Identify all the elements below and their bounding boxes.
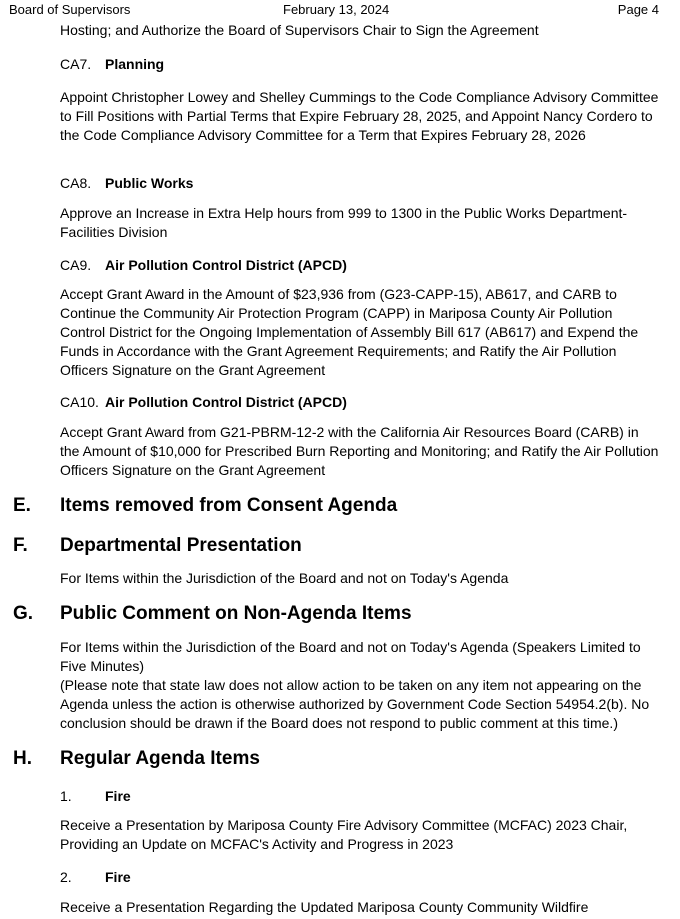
section-title: Items removed from Consent Agenda <box>60 495 398 516</box>
consent-item-heading <box>60 174 194 193</box>
section-letter: F. <box>13 535 28 556</box>
section-letter: E. <box>13 495 31 516</box>
consent-item-heading <box>60 256 347 275</box>
consent-item-body: Accept Grant Award in the Amount of $23,936 from (G23-CAPP-15), AB617, and CARB to Continue the Community Air Protection Program (CAPP) in Mariposa County Air Pollution Control District for the Ongoing Implementation of Assembly Bill 617 (AB617) and Expend the Funds in Accordance with the Grant Agreement Requirements; and Ratify the Air Pollution Officers Signature on the Grant Agreement <box>60 286 639 378</box>
regular-item-body: Receive a Presentation Regarding the Updated Mariposa County Community Wildfire <box>60 899 589 915</box>
item-title: Public Works <box>105 175 194 191</box>
item-number: CA7. <box>60 56 92 72</box>
continuation-text: Hosting; and Authorize the Board of Supervisors Chair to Sign the Agreement <box>60 22 539 38</box>
regular-item-heading <box>60 868 131 887</box>
consent-item-heading <box>60 55 165 74</box>
item-title: Fire <box>105 869 131 885</box>
section-title: Regular Agenda Items <box>60 748 260 769</box>
header-date: February 13, 2024 <box>283 2 390 17</box>
header-board-name: Board of Supervisors <box>9 2 131 17</box>
item-title: Planning <box>105 56 165 72</box>
regular-item-heading <box>60 787 131 806</box>
consent-item-heading <box>60 393 347 412</box>
page-header <box>0 0 680 18</box>
header-page-number: Page 4 <box>617 2 659 17</box>
consent-item-body: Approve an Increase in Extra Help hours from 999 to 1300 in the Public Works Department-Facilities Division <box>60 205 628 240</box>
item-title: Air Pollution Control District (APCD) <box>105 394 347 410</box>
section-body: For Items within the Jurisdiction of the Board and not on Today's Agenda <box>60 570 509 586</box>
section-title: Departmental Presentation <box>60 535 302 556</box>
item-number: 2. <box>60 869 72 885</box>
regular-item-body: Receive a Presentation by Mariposa County Fire Advisory Committee (MCFAC) 2023 Chair, Providing an Update on MCFAC's Activity and Progress in 2023 <box>60 817 628 852</box>
item-number: CA9. <box>60 257 92 273</box>
item-title: Fire <box>105 788 131 804</box>
consent-item-body: Appoint Christopher Lowey and Shelley Cummings to the Code Compliance Advisory Committee to Fill Positions with Partial Terms that Expire February 28, 2025, and Appoint Nancy Cordero to the Code Compliance Advisory Committee for a Term that Expires February 28, 2026 <box>60 89 659 143</box>
item-number: CA8. <box>60 175 92 191</box>
consent-item-body: Accept Grant Award from G21-PBRM-12-2 with the California Air Resources Board (CARB) in the Amount of $10,000 for Prescribed Burn Reporting and Monitoring; and Ratify the Air Pollution Officers Signature on the Grant Agreement <box>60 424 659 478</box>
section-body: For Items within the Jurisdiction of the Board and not on Today's Agenda (Speakers Limited to Five Minutes) <box>60 639 641 674</box>
section-title: Public Comment on Non-Agenda Items <box>60 603 412 624</box>
item-number: CA10. <box>60 394 99 410</box>
item-number: 1. <box>60 788 72 804</box>
item-title: Air Pollution Control District (APCD) <box>105 257 347 273</box>
section-letter: G. <box>13 603 34 624</box>
public-comment-note: (Please note that state law does not allow action to be taken on any item not appearing on the Agenda unless the action is otherwise authorized by Government Code Section 54954.2(b). No conclusion should be drawn if the Board does not respond to public comment at this time.) <box>60 677 650 731</box>
section-letter: H. <box>13 748 32 769</box>
